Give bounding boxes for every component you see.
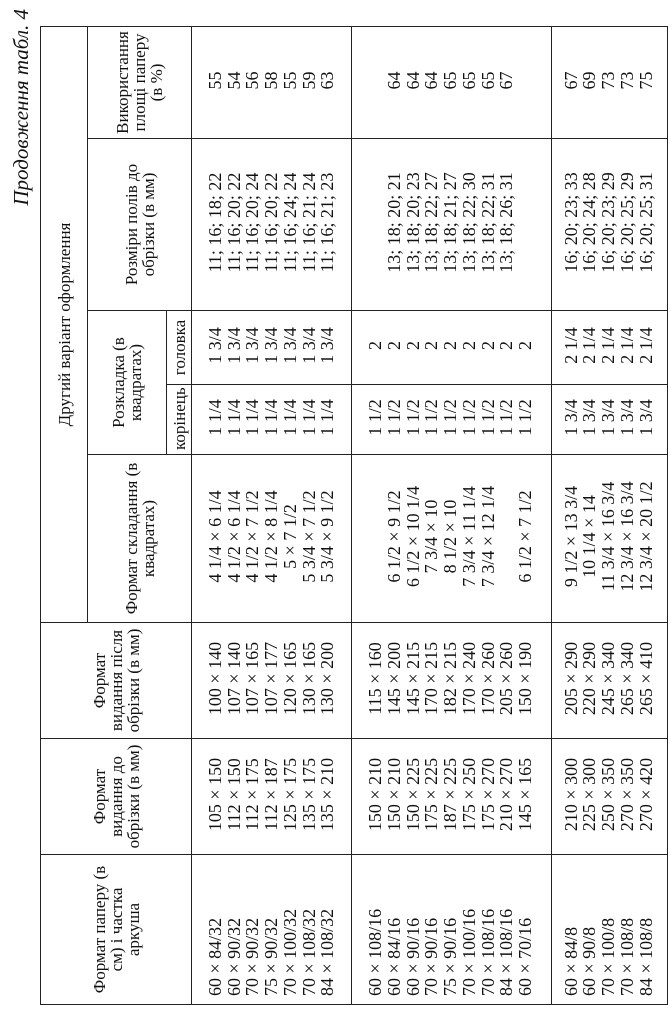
cell-line: 170 × 240 xyxy=(458,641,479,716)
cell-line: 130 × 165 xyxy=(298,641,319,716)
cell-line: 220 × 290 xyxy=(579,641,600,716)
cell-line: 270 × 350 xyxy=(616,757,637,832)
cell-line: 1 1/4 xyxy=(261,399,282,436)
cell-line: 150 × 190 xyxy=(515,641,536,716)
cell-line: 120 × 165 xyxy=(279,641,300,716)
cell-line: 64 xyxy=(421,71,442,90)
cell-line: 4 1/2 × 8 1/4 xyxy=(261,490,282,583)
cell-line: 265 × 410 xyxy=(635,641,656,716)
cell-line: 16; 20; 23; 33 xyxy=(560,172,581,273)
cell-line: 1 1/2 xyxy=(515,399,536,436)
cell-line: 125 × 175 xyxy=(279,757,300,832)
table-row xyxy=(352,26,552,1004)
cell-line: 60 × 70/16 xyxy=(515,917,536,996)
col-header-spine: корінець xyxy=(167,385,192,455)
cell-line: 60 × 84/16 xyxy=(383,917,404,996)
cell-spine xyxy=(352,385,552,455)
cell-line: 11; 16; 21; 23 xyxy=(317,172,338,273)
cell-line: 135 × 210 xyxy=(317,757,338,832)
cell-line: 107 × 140 xyxy=(223,641,244,716)
cell-line: 64 xyxy=(402,71,423,90)
cell-line: 1 1/2 xyxy=(477,399,498,436)
cell-line: 6 1/2 × 10 1/4 xyxy=(402,485,423,588)
cell-line: 9 1/2 × 13 3/4 xyxy=(560,485,581,588)
col-header-fold-format: Формат складання (в квадратах) xyxy=(88,455,192,623)
cell-line: 2 1/4 xyxy=(616,327,637,364)
cell-line: 75 × 90/16 xyxy=(440,917,461,996)
cell-line: 65 xyxy=(440,71,461,90)
col-header-head: головка xyxy=(167,311,192,385)
cell-line: 54 xyxy=(223,71,244,90)
cell-line: 2 xyxy=(477,341,498,350)
cell-line: 12 3/4 × 16 3/4 xyxy=(616,481,637,592)
cell-line: 13; 18; 20; 23 xyxy=(402,172,423,273)
cell-line: 2 xyxy=(364,341,385,350)
cell-line: 60 × 90/8 xyxy=(579,926,600,996)
cell-line: 11; 16; 21; 24 xyxy=(298,172,319,273)
cell-spine xyxy=(552,385,668,455)
cell-line: 2 1/4 xyxy=(598,327,619,364)
cell-line: 2 1/4 xyxy=(635,327,656,364)
cell-line: 250 × 350 xyxy=(598,757,619,832)
cell-line: 11; 16; 20; 22 xyxy=(223,172,244,273)
cell-line: 1 3/4 xyxy=(261,327,282,364)
cell-fold-format xyxy=(192,455,352,623)
cell-line: 1 3/4 xyxy=(279,327,300,364)
cell-line: 2 1/4 xyxy=(560,327,581,364)
cell-line: 13; 18; 26; 31 xyxy=(496,172,517,273)
cell-line: 73 xyxy=(616,71,637,90)
cell-line: 8 1/2 × 10 xyxy=(440,499,461,574)
cell-line: 112 × 175 xyxy=(242,758,263,831)
table-caption: Продовження табл. 4 xyxy=(9,9,33,206)
variant-title: Другий варіант оформлення xyxy=(41,26,88,622)
cell-line: 70 × 90/32 xyxy=(242,917,263,996)
cell-line: 67 xyxy=(560,71,581,90)
cell-line: 1 3/4 xyxy=(616,399,637,436)
cell-line xyxy=(366,31,385,130)
cell-line: 145 × 200 xyxy=(383,641,404,716)
table-row xyxy=(192,26,352,1004)
cell-line: 150 × 210 xyxy=(364,757,385,832)
cell-line: 11; 16; 20; 22 xyxy=(261,172,282,273)
cell-line: 70 × 108/16 xyxy=(477,908,498,996)
cell-line: 107 × 177 xyxy=(261,641,282,716)
cell-line: 1 1/2 xyxy=(383,399,404,436)
cell-line: 6 1/2 × 7 1/2 xyxy=(515,490,536,583)
cell-line: 55 xyxy=(204,71,225,90)
cell-line: 5 3/4 × 9 1/2 xyxy=(317,490,338,583)
cell-line: 175 × 250 xyxy=(458,757,479,832)
cell-line: 84 × 108/8 xyxy=(635,917,656,996)
cell-line: 1 3/4 xyxy=(298,327,319,364)
cell-line: 70 × 100/8 xyxy=(598,917,619,996)
cell-line: 145 × 165 xyxy=(515,757,536,832)
cell-line: 205 × 260 xyxy=(496,641,517,716)
cell-line: 175 × 225 xyxy=(421,757,442,832)
cell-line: 4 1/2 × 6 1/4 xyxy=(223,490,244,583)
cell-line: 210 × 300 xyxy=(560,757,581,832)
cell-line: 130 × 200 xyxy=(317,641,338,716)
cell-line: 115 × 160 xyxy=(364,642,385,715)
cell-line: 1 3/4 xyxy=(204,327,225,364)
cell-head xyxy=(552,311,668,385)
cell-line: 105 × 150 xyxy=(204,757,225,832)
cell-line: 60 × 90/32 xyxy=(223,917,244,996)
cell-fold-format xyxy=(352,455,552,623)
cell-line: 1 1/2 xyxy=(496,399,517,436)
cell-line: 84 × 108/16 xyxy=(496,908,517,996)
cell-line: 6 1/2 × 9 1/2 xyxy=(383,490,404,583)
cell-line: 16; 20; 23; 29 xyxy=(598,172,619,273)
cell-line: 16; 20; 25; 31 xyxy=(635,172,656,273)
cell-line xyxy=(366,459,385,614)
cell-line: 10 1/4 × 14 xyxy=(579,495,600,578)
cell-line: 175 × 270 xyxy=(477,757,498,832)
cell-line: 1 3/4 xyxy=(635,399,656,436)
cell-line: 107 × 165 xyxy=(242,641,263,716)
cell-line: 60 × 90/16 xyxy=(402,917,423,996)
cell-line: 65 xyxy=(458,71,479,90)
cell-line: 58 xyxy=(261,71,282,90)
cell-line: 70 × 108/32 xyxy=(298,908,319,996)
col-header-before-trim: Формат видання до обрізки (в мм) xyxy=(41,739,192,855)
cell-line: 65 xyxy=(477,71,498,90)
cell-line: 265 × 340 xyxy=(616,641,637,716)
format-table xyxy=(40,26,668,1005)
cell-line: 2 1/4 xyxy=(579,327,600,364)
cell-line: 1 1/2 xyxy=(402,399,423,436)
cell-line: 1 1/2 xyxy=(364,399,385,436)
cell-line: 1 1/4 xyxy=(279,399,300,436)
cell-margins xyxy=(352,139,552,311)
cell-line: 70 × 108/8 xyxy=(616,917,637,996)
cell-line: 225 × 300 xyxy=(579,757,600,832)
cell-line: 60 × 84/8 xyxy=(560,926,581,996)
cell-line: 13; 18; 22; 27 xyxy=(421,172,442,273)
cell-line: 1 1/2 xyxy=(458,399,479,436)
cell-line: 1 1/4 xyxy=(223,399,244,436)
cell-line: 70 × 100/16 xyxy=(458,908,479,996)
cell-line: 1 3/4 xyxy=(560,399,581,436)
cell-line: 70 × 100/32 xyxy=(279,908,300,996)
cell-margins xyxy=(192,139,352,311)
cell-line: 67 xyxy=(496,71,517,90)
cell-line xyxy=(516,31,535,130)
cell-line: 11 3/4 × 16 3/4 xyxy=(598,481,619,592)
cell-spine xyxy=(192,385,352,455)
cell-line: 7 3/4 × 10 xyxy=(421,499,442,574)
cell-after-trim xyxy=(552,623,668,739)
cell-after-trim xyxy=(352,623,552,739)
cell-line: 210 × 270 xyxy=(496,757,517,832)
cell-line: 69 xyxy=(579,71,600,90)
cell-line: 2 xyxy=(383,341,404,350)
cell-line: 73 xyxy=(598,71,619,90)
cell-line: 60 × 108/16 xyxy=(364,908,385,996)
cell-fold-format xyxy=(552,455,668,623)
cell-line: 70 × 90/16 xyxy=(421,917,442,996)
cell-line: 145 × 215 xyxy=(402,641,423,716)
col-header-usage: Використання площі паперу (в %) xyxy=(88,26,192,138)
cell-line: 56 xyxy=(242,71,263,90)
cell-line: 1 1/4 xyxy=(242,399,263,436)
cell-paper xyxy=(352,855,552,1005)
cell-line: 11; 16; 18; 22 xyxy=(204,172,225,273)
cell-line: 1 3/4 xyxy=(223,327,244,364)
cell-line: 270 × 420 xyxy=(635,757,656,832)
cell-usage xyxy=(552,26,668,138)
cell-line: 170 × 215 xyxy=(421,641,442,716)
cell-line: 2 xyxy=(421,341,442,350)
cell-line: 112 × 150 xyxy=(223,758,244,831)
cell-line: 245 × 340 xyxy=(598,641,619,716)
cell-line: 60 × 84/32 xyxy=(204,917,225,996)
cell-line: 2 xyxy=(402,341,423,350)
cell-usage xyxy=(352,26,552,138)
cell-line: 11; 16; 20; 24 xyxy=(242,172,263,273)
cell-line: 1 3/4 xyxy=(579,399,600,436)
cell-line xyxy=(516,143,535,302)
cell-paper xyxy=(552,855,668,1005)
cell-line: 1 3/4 xyxy=(242,327,263,364)
cell-line: 1 1/2 xyxy=(421,399,442,436)
cell-line: 170 × 260 xyxy=(477,641,498,716)
cell-line: 112 × 187 xyxy=(261,758,282,831)
cell-usage xyxy=(192,26,352,138)
col-header-after-trim: Формат видання після обрізки (в мм) xyxy=(41,623,192,739)
cell-line: 75 × 90/32 xyxy=(261,917,282,996)
cell-line: 13; 18; 22; 30 xyxy=(458,172,479,273)
cell-line: 4 1/4 × 6 1/4 xyxy=(204,490,225,583)
col-header-paper: Формат паперу (в см) і частка аркуша xyxy=(41,855,192,1005)
cell-line: 1 3/4 xyxy=(317,327,338,364)
cell-line: 64 xyxy=(383,71,404,90)
cell-after-trim xyxy=(192,623,352,739)
cell-line: 150 × 225 xyxy=(402,757,423,832)
cell-line: 1 1/4 xyxy=(317,399,338,436)
cell-line: 5 × 7 1/2 xyxy=(279,504,300,569)
cell-line: 11; 16; 24; 24 xyxy=(279,172,300,273)
cell-line: 7 3/4 × 12 1/4 xyxy=(477,485,498,588)
cell-before-trim xyxy=(192,739,352,855)
cell-line: 1 1/4 xyxy=(204,399,225,436)
cell-line: 84 × 108/32 xyxy=(317,908,338,996)
cell-line xyxy=(497,459,516,614)
cell-line: 205 × 290 xyxy=(560,641,581,716)
cell-line: 135 × 175 xyxy=(298,757,319,832)
cell-head xyxy=(192,311,352,385)
cell-line: 16; 20; 24; 28 xyxy=(579,172,600,273)
cell-line: 59 xyxy=(298,71,319,90)
cell-paper xyxy=(192,855,352,1005)
cell-head xyxy=(352,311,552,385)
cell-line: 13; 18; 20; 21 xyxy=(383,172,404,273)
col-header-layout: Розкладка (в квадратах) xyxy=(88,311,167,455)
cell-before-trim xyxy=(352,739,552,855)
cell-line: 1 1/4 xyxy=(298,399,319,436)
cell-line: 63 xyxy=(317,71,338,90)
cell-line: 1 1/2 xyxy=(440,399,461,436)
cell-line: 187 × 225 xyxy=(440,757,461,832)
cell-margins xyxy=(552,139,668,311)
cell-line: 7 3/4 × 11 1/4 xyxy=(458,486,479,587)
cell-line: 150 × 210 xyxy=(383,757,404,832)
cell-line xyxy=(366,143,385,302)
cell-line: 4 1/2 × 7 1/2 xyxy=(242,490,263,583)
col-header-margins: Розміри полів до обрізки (в мм) xyxy=(88,139,192,311)
cell-line: 2 xyxy=(496,341,517,350)
cell-line: 2 xyxy=(458,341,479,350)
cell-line: 5 3/4 × 7 1/2 xyxy=(298,490,319,583)
cell-line: 13; 18; 22; 31 xyxy=(477,172,498,273)
cell-line: 2 xyxy=(515,341,536,350)
cell-line: 55 xyxy=(279,71,300,90)
cell-line: 182 × 215 xyxy=(440,641,461,716)
table-row xyxy=(552,26,668,1004)
cell-line: 13; 18; 21; 27 xyxy=(440,172,461,273)
cell-line: 2 xyxy=(440,341,461,350)
cell-before-trim xyxy=(552,739,668,855)
cell-line: 12 3/4 × 20 1/2 xyxy=(635,481,656,592)
cell-line: 16; 20; 25; 29 xyxy=(616,172,637,273)
cell-line: 100 × 140 xyxy=(204,641,225,716)
cell-line: 75 xyxy=(635,71,656,90)
cell-line: 1 3/4 xyxy=(598,399,619,436)
